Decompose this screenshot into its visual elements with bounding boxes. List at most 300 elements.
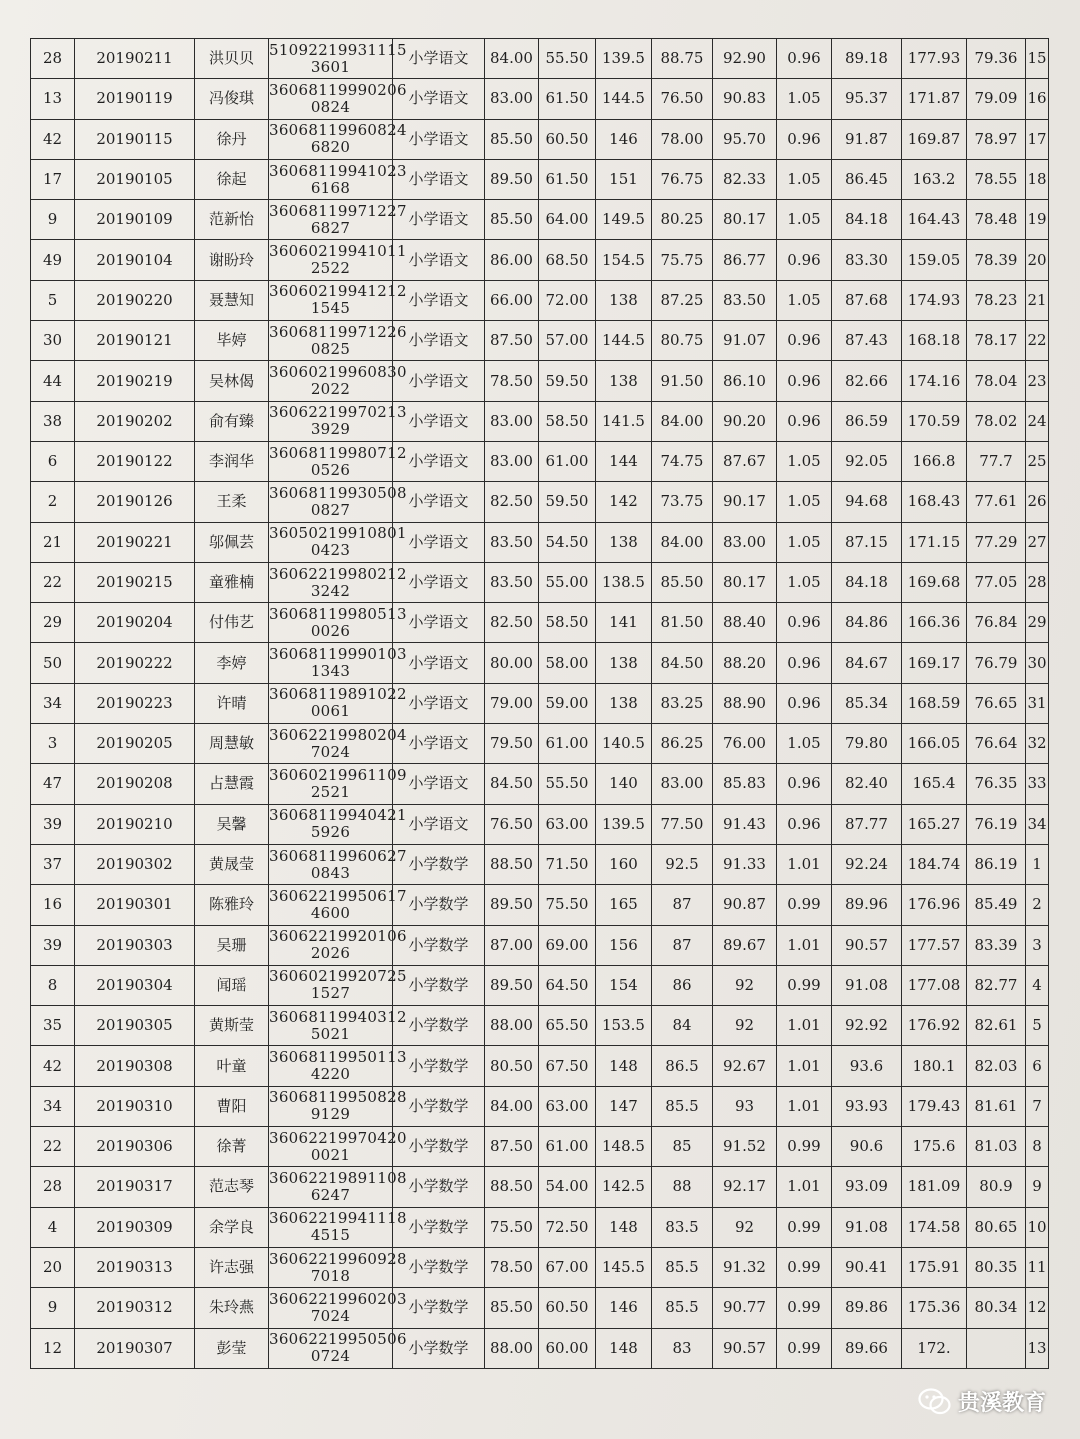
cell-coefficient: 0.96 xyxy=(777,764,832,804)
id-number-part-2: 4220 xyxy=(310,1065,351,1084)
id-number-part-2: 4515 xyxy=(310,1226,351,1245)
cell-coefficient: 1.05 xyxy=(777,562,832,602)
cell-rank: 22 xyxy=(1026,321,1049,361)
cell-id-number xyxy=(269,159,407,199)
cell-exam-no: 20190121 xyxy=(75,321,195,361)
cell-name: 童雅楠 xyxy=(195,562,269,602)
cell-written-score-2: 59.00 xyxy=(539,683,596,723)
cell-written-converted: 74.75 xyxy=(652,441,713,481)
cell-interview-score: 93 xyxy=(713,1086,777,1126)
cell-written-score-1: 89.50 xyxy=(485,159,539,199)
table-row xyxy=(31,603,1049,643)
id-number-part-1: 51092219931115 xyxy=(269,40,407,59)
cell-final-score: 78.97 xyxy=(967,119,1026,159)
table-row xyxy=(31,643,1049,683)
cell-adjusted-interview: 87.43 xyxy=(832,321,902,361)
cell-exam-no: 20190312 xyxy=(75,1288,195,1328)
cell-adjusted-interview: 89.66 xyxy=(832,1328,902,1368)
cell-written-converted: 87 xyxy=(652,925,713,965)
cell-adjusted-interview: 87.15 xyxy=(832,522,902,562)
table-row xyxy=(31,79,1049,119)
cell-written-converted: 83.00 xyxy=(652,764,713,804)
cell-written-total: 146 xyxy=(596,119,652,159)
id-number-part-1: 36068119941023 xyxy=(269,161,407,180)
cell-written-total: 139.5 xyxy=(596,39,652,79)
cell-rank: 25 xyxy=(1026,441,1049,481)
cell-adjusted-interview: 83.30 xyxy=(832,240,902,280)
cell-seq: 4 xyxy=(31,1207,75,1247)
cell-exam-no: 20190219 xyxy=(75,361,195,401)
cell-seq: 49 xyxy=(31,240,75,280)
cell-exam-no: 20190204 xyxy=(75,603,195,643)
cell-rank: 30 xyxy=(1026,643,1049,683)
cell-interview-score: 82.33 xyxy=(713,159,777,199)
cell-adjusted-interview: 92.24 xyxy=(832,844,902,884)
id-number-part-2: 0827 xyxy=(310,500,351,519)
cell-written-score-2: 58.00 xyxy=(539,643,596,683)
cell-id-number xyxy=(269,1006,407,1046)
cell-adjusted-interview: 91.08 xyxy=(832,965,902,1005)
cell-exam-no: 20190222 xyxy=(75,643,195,683)
cell-written-converted: 81.50 xyxy=(652,603,713,643)
cell-exam-no: 20190205 xyxy=(75,724,195,764)
cell-subject: 小学语文 xyxy=(393,119,485,159)
table-row xyxy=(31,39,1049,79)
cell-id-number xyxy=(269,643,407,683)
cell-final-score xyxy=(967,1328,1026,1368)
id-number-part-1: 36068119950113 xyxy=(269,1048,407,1067)
cell-seq: 39 xyxy=(31,925,75,965)
cell-written-score-1: 85.50 xyxy=(485,200,539,240)
cell-written-total: 151 xyxy=(596,159,652,199)
cell-interview-score: 91.52 xyxy=(713,1127,777,1167)
cell-adjusted-interview: 82.66 xyxy=(832,361,902,401)
cell-written-score-1: 84.00 xyxy=(485,39,539,79)
cell-subject: 小学数学 xyxy=(393,1328,485,1368)
cell-rank: 23 xyxy=(1026,361,1049,401)
cell-coefficient: 0.96 xyxy=(777,643,832,683)
table-row xyxy=(31,562,1049,602)
cell-interview-score: 76.00 xyxy=(713,724,777,764)
cell-written-score-1: 66.00 xyxy=(485,280,539,320)
table-row xyxy=(31,1086,1049,1126)
cell-exam-no: 20190119 xyxy=(75,79,195,119)
id-number-part-2: 3929 xyxy=(310,420,351,439)
cell-coefficient: 0.96 xyxy=(777,119,832,159)
table-body xyxy=(31,39,1049,1369)
score-table xyxy=(30,38,1049,1369)
cell-final-score: 80.35 xyxy=(967,1247,1026,1287)
cell-rank: 9 xyxy=(1026,1167,1049,1207)
cell-rank: 7 xyxy=(1026,1086,1049,1126)
cell-interview-score: 92 xyxy=(713,1006,777,1046)
cell-subject: 小学语文 xyxy=(393,200,485,240)
cell-written-score-2: 64.00 xyxy=(539,200,596,240)
cell-name: 聂慧知 xyxy=(195,280,269,320)
cell-seq: 3 xyxy=(31,724,75,764)
cell-written-total: 160 xyxy=(596,844,652,884)
cell-written-total: 149.5 xyxy=(596,200,652,240)
cell-written-score-2: 58.50 xyxy=(539,603,596,643)
cell-interview-score: 87.67 xyxy=(713,441,777,481)
id-number-part-2: 6247 xyxy=(310,1185,351,1204)
cell-id-number xyxy=(269,240,407,280)
cell-exam-no: 20190220 xyxy=(75,280,195,320)
cell-exam-no: 20190223 xyxy=(75,683,195,723)
cell-rank: 32 xyxy=(1026,724,1049,764)
cell-rank: 5 xyxy=(1026,1006,1049,1046)
cell-rank: 16 xyxy=(1026,79,1049,119)
cell-interview-score: 92.90 xyxy=(713,39,777,79)
cell-exam-no: 20190302 xyxy=(75,844,195,884)
cell-subject: 小学数学 xyxy=(393,885,485,925)
id-number-part-2: 7024 xyxy=(310,742,351,761)
cell-seq: 39 xyxy=(31,804,75,844)
cell-seq: 5 xyxy=(31,280,75,320)
cell-seq: 2 xyxy=(31,482,75,522)
cell-final-score: 77.05 xyxy=(967,562,1026,602)
cell-combined-sum: 174.93 xyxy=(902,280,967,320)
cell-subject: 小学语文 xyxy=(393,39,485,79)
cell-written-score-1: 75.50 xyxy=(485,1207,539,1247)
id-number-part-2: 2521 xyxy=(310,782,351,801)
table-row xyxy=(31,361,1049,401)
cell-rank: 24 xyxy=(1026,401,1049,441)
cell-adjusted-interview: 91.87 xyxy=(832,119,902,159)
cell-rank: 21 xyxy=(1026,280,1049,320)
cell-subject: 小学语文 xyxy=(393,804,485,844)
table-row xyxy=(31,925,1049,965)
cell-written-score-1: 82.50 xyxy=(485,482,539,522)
cell-interview-score: 92.67 xyxy=(713,1046,777,1086)
cell-written-score-1: 84.00 xyxy=(485,1086,539,1126)
cell-name: 朱玲燕 xyxy=(195,1288,269,1328)
cell-rank: 18 xyxy=(1026,159,1049,199)
cell-rank: 6 xyxy=(1026,1046,1049,1086)
cell-written-converted: 80.25 xyxy=(652,200,713,240)
cell-adjusted-interview: 90.41 xyxy=(832,1247,902,1287)
table-row xyxy=(31,1247,1049,1287)
cell-adjusted-interview: 90.57 xyxy=(832,925,902,965)
cell-interview-score: 86.77 xyxy=(713,240,777,280)
cell-coefficient: 0.99 xyxy=(777,1247,832,1287)
cell-seq: 9 xyxy=(31,200,75,240)
wechat-icon xyxy=(918,1387,952,1417)
cell-adjusted-interview: 87.68 xyxy=(832,280,902,320)
id-number-part-2: 0526 xyxy=(310,460,351,479)
cell-rank: 10 xyxy=(1026,1207,1049,1247)
cell-coefficient: 1.05 xyxy=(777,200,832,240)
cell-exam-no: 20190221 xyxy=(75,522,195,562)
cell-combined-sum: 174.16 xyxy=(902,361,967,401)
cell-exam-no: 20190126 xyxy=(75,482,195,522)
cell-written-score-1: 80.50 xyxy=(485,1046,539,1086)
cell-written-converted: 76.75 xyxy=(652,159,713,199)
table-row xyxy=(31,724,1049,764)
cell-written-total: 138 xyxy=(596,280,652,320)
id-number-part-1: 36062219891108 xyxy=(269,1168,407,1187)
cell-seq: 38 xyxy=(31,401,75,441)
id-number-part-1: 36068119971227 xyxy=(269,201,407,220)
cell-coefficient: 1.05 xyxy=(777,482,832,522)
cell-written-score-1: 76.50 xyxy=(485,804,539,844)
cell-name: 吴珊 xyxy=(195,925,269,965)
cell-written-converted: 76.50 xyxy=(652,79,713,119)
cell-written-score-1: 88.50 xyxy=(485,844,539,884)
id-number-part-2: 0825 xyxy=(310,339,351,358)
cell-written-converted: 85.50 xyxy=(652,562,713,602)
table-row xyxy=(31,1046,1049,1086)
cell-written-score-2: 60.00 xyxy=(539,1328,596,1368)
cell-subject: 小学语文 xyxy=(393,321,485,361)
cell-final-score: 80.9 xyxy=(967,1167,1026,1207)
cell-written-total: 154.5 xyxy=(596,240,652,280)
cell-subject: 小学语文 xyxy=(393,764,485,804)
cell-rank: 17 xyxy=(1026,119,1049,159)
cell-coefficient: 0.96 xyxy=(777,321,832,361)
id-number-part-1: 36068119971226 xyxy=(269,322,407,341)
cell-written-total: 138 xyxy=(596,643,652,683)
cell-name: 闻瑶 xyxy=(195,965,269,1005)
cell-interview-score: 90.77 xyxy=(713,1288,777,1328)
cell-name: 周慧敏 xyxy=(195,724,269,764)
cell-combined-sum: 174.58 xyxy=(902,1207,967,1247)
cell-adjusted-interview: 91.08 xyxy=(832,1207,902,1247)
id-number-part-2: 0824 xyxy=(310,97,351,116)
cell-written-score-2: 57.00 xyxy=(539,321,596,361)
cell-exam-no: 20190122 xyxy=(75,441,195,481)
cell-exam-no: 20190308 xyxy=(75,1046,195,1086)
table-row xyxy=(31,240,1049,280)
cell-exam-no: 20190104 xyxy=(75,240,195,280)
cell-exam-no: 20190305 xyxy=(75,1006,195,1046)
cell-combined-sum: 177.08 xyxy=(902,965,967,1005)
cell-written-total: 141 xyxy=(596,603,652,643)
cell-written-total: 148 xyxy=(596,1328,652,1368)
cell-id-number xyxy=(269,1207,407,1247)
table-row xyxy=(31,844,1049,884)
cell-final-score: 77.7 xyxy=(967,441,1026,481)
table-row xyxy=(31,119,1049,159)
cell-adjusted-interview: 79.80 xyxy=(832,724,902,764)
cell-exam-no: 20190317 xyxy=(75,1167,195,1207)
cell-final-score: 77.61 xyxy=(967,482,1026,522)
id-number-part-2: 3601 xyxy=(310,57,351,76)
cell-subject: 小学语文 xyxy=(393,603,485,643)
cell-written-total: 141.5 xyxy=(596,401,652,441)
cell-written-total: 148.5 xyxy=(596,1127,652,1167)
cell-final-score: 78.02 xyxy=(967,401,1026,441)
cell-combined-sum: 165.4 xyxy=(902,764,967,804)
cell-written-converted: 84.00 xyxy=(652,401,713,441)
cell-subject: 小学语文 xyxy=(393,482,485,522)
cell-written-total: 154 xyxy=(596,965,652,1005)
cell-combined-sum: 164.43 xyxy=(902,200,967,240)
cell-coefficient: 1.05 xyxy=(777,159,832,199)
cell-subject: 小学数学 xyxy=(393,1006,485,1046)
table-row xyxy=(31,764,1049,804)
cell-interview-score: 88.20 xyxy=(713,643,777,683)
cell-combined-sum: 177.57 xyxy=(902,925,967,965)
cell-written-score-2: 67.50 xyxy=(539,1046,596,1086)
cell-id-number xyxy=(269,401,407,441)
cell-name: 许晴 xyxy=(195,683,269,723)
cell-adjusted-interview: 89.18 xyxy=(832,39,902,79)
id-number-part-1: 36068119980712 xyxy=(269,443,407,462)
cell-interview-score: 91.32 xyxy=(713,1247,777,1287)
cell-final-score: 76.65 xyxy=(967,683,1026,723)
cell-written-score-2: 67.00 xyxy=(539,1247,596,1287)
cell-name: 吴馨 xyxy=(195,804,269,844)
cell-written-converted: 92.5 xyxy=(652,844,713,884)
id-number-part-1: 36068119980513 xyxy=(269,604,407,623)
cell-written-converted: 91.50 xyxy=(652,361,713,401)
cell-written-score-2: 63.00 xyxy=(539,1086,596,1126)
cell-written-score-2: 58.50 xyxy=(539,401,596,441)
cell-seq: 42 xyxy=(31,119,75,159)
cell-coefficient: 1.05 xyxy=(777,724,832,764)
id-number-part-2: 0423 xyxy=(310,541,351,560)
cell-written-score-2: 65.50 xyxy=(539,1006,596,1046)
cell-exam-no: 20190306 xyxy=(75,1127,195,1167)
cell-written-score-1: 87.50 xyxy=(485,321,539,361)
cell-rank: 26 xyxy=(1026,482,1049,522)
cell-id-number xyxy=(269,1127,407,1167)
cell-adjusted-interview: 93.93 xyxy=(832,1086,902,1126)
cell-exam-no: 20190211 xyxy=(75,39,195,79)
cell-written-converted: 86.5 xyxy=(652,1046,713,1086)
cell-written-score-1: 84.50 xyxy=(485,764,539,804)
cell-written-score-1: 79.00 xyxy=(485,683,539,723)
cell-subject: 小学语文 xyxy=(393,401,485,441)
cell-adjusted-interview: 84.18 xyxy=(832,562,902,602)
table-row xyxy=(31,280,1049,320)
cell-written-converted: 88 xyxy=(652,1167,713,1207)
cell-name: 李婷 xyxy=(195,643,269,683)
cell-written-score-1: 78.50 xyxy=(485,1247,539,1287)
cell-seq: 47 xyxy=(31,764,75,804)
cell-adjusted-interview: 93.09 xyxy=(832,1167,902,1207)
cell-coefficient: 1.05 xyxy=(777,280,832,320)
cell-seq: 13 xyxy=(31,79,75,119)
cell-seq: 29 xyxy=(31,603,75,643)
cell-id-number xyxy=(269,562,407,602)
cell-coefficient: 1.01 xyxy=(777,844,832,884)
cell-interview-score: 80.17 xyxy=(713,562,777,602)
cell-coefficient: 0.96 xyxy=(777,804,832,844)
cell-subject: 小学数学 xyxy=(393,844,485,884)
cell-exam-no: 20190303 xyxy=(75,925,195,965)
cell-rank: 34 xyxy=(1026,804,1049,844)
cell-interview-score: 80.17 xyxy=(713,200,777,240)
cell-interview-score: 92 xyxy=(713,1207,777,1247)
cell-written-total: 142.5 xyxy=(596,1167,652,1207)
id-number-part-2: 6827 xyxy=(310,218,351,237)
cell-coefficient: 1.01 xyxy=(777,1046,832,1086)
cell-name: 吴林偈 xyxy=(195,361,269,401)
cell-interview-score: 89.67 xyxy=(713,925,777,965)
cell-interview-score: 92 xyxy=(713,965,777,1005)
cell-id-number xyxy=(269,764,407,804)
id-number-part-2: 0843 xyxy=(310,863,351,882)
cell-combined-sum: 181.09 xyxy=(902,1167,967,1207)
cell-written-score-1: 83.00 xyxy=(485,79,539,119)
cell-combined-sum: 175.6 xyxy=(902,1127,967,1167)
id-number-part-1: 36062219980204 xyxy=(269,725,407,744)
cell-subject: 小学数学 xyxy=(393,1127,485,1167)
cell-name: 毕婷 xyxy=(195,321,269,361)
cell-combined-sum: 169.17 xyxy=(902,643,967,683)
cell-exam-no: 20190304 xyxy=(75,965,195,1005)
id-number-part-2: 6168 xyxy=(310,178,351,197)
cell-written-total: 138 xyxy=(596,683,652,723)
cell-subject: 小学数学 xyxy=(393,965,485,1005)
cell-id-number xyxy=(269,361,407,401)
cell-written-converted: 84.50 xyxy=(652,643,713,683)
cell-combined-sum: 179.43 xyxy=(902,1086,967,1126)
cell-adjusted-interview: 95.37 xyxy=(832,79,902,119)
cell-written-total: 144 xyxy=(596,441,652,481)
cell-interview-score: 83.00 xyxy=(713,522,777,562)
cell-interview-score: 91.43 xyxy=(713,804,777,844)
cell-subject: 小学数学 xyxy=(393,1046,485,1086)
cell-final-score: 77.29 xyxy=(967,522,1026,562)
id-number-part-2: 7018 xyxy=(310,1266,351,1285)
cell-id-number xyxy=(269,683,407,723)
cell-name: 叶童 xyxy=(195,1046,269,1086)
cell-final-score: 79.36 xyxy=(967,39,1026,79)
id-number-part-1: 36068119940421 xyxy=(269,806,407,825)
cell-written-converted: 85.5 xyxy=(652,1288,713,1328)
cell-combined-sum: 166.8 xyxy=(902,441,967,481)
id-number-part-2: 1343 xyxy=(310,662,351,681)
cell-written-score-2: 64.50 xyxy=(539,965,596,1005)
cell-combined-sum: 169.68 xyxy=(902,562,967,602)
id-number-part-1: 36060219961109 xyxy=(269,765,407,784)
cell-written-converted: 87.25 xyxy=(652,280,713,320)
cell-final-score: 86.19 xyxy=(967,844,1026,884)
cell-seq: 20 xyxy=(31,1247,75,1287)
cell-final-score: 76.35 xyxy=(967,764,1026,804)
table-row xyxy=(31,401,1049,441)
cell-exam-no: 20190310 xyxy=(75,1086,195,1126)
cell-final-score: 76.19 xyxy=(967,804,1026,844)
cell-subject: 小学数学 xyxy=(393,1247,485,1287)
cell-subject: 小学语文 xyxy=(393,683,485,723)
cell-id-number xyxy=(269,925,407,965)
table-row xyxy=(31,1207,1049,1247)
cell-id-number xyxy=(269,1247,407,1287)
cell-final-score: 80.65 xyxy=(967,1207,1026,1247)
cell-written-total: 138 xyxy=(596,522,652,562)
cell-interview-score: 90.83 xyxy=(713,79,777,119)
cell-coefficient: 0.96 xyxy=(777,401,832,441)
id-number-part-2: 5926 xyxy=(310,823,351,842)
cell-written-score-2: 60.50 xyxy=(539,1288,596,1328)
cell-interview-score: 95.70 xyxy=(713,119,777,159)
id-number-part-1: 36068119891022 xyxy=(269,685,407,704)
cell-subject: 小学语文 xyxy=(393,361,485,401)
cell-name: 许志强 xyxy=(195,1247,269,1287)
cell-written-score-1: 83.50 xyxy=(485,562,539,602)
cell-final-score: 78.55 xyxy=(967,159,1026,199)
cell-written-total: 156 xyxy=(596,925,652,965)
cell-name: 洪贝贝 xyxy=(195,39,269,79)
cell-id-number xyxy=(269,1046,407,1086)
cell-written-score-1: 87.00 xyxy=(485,925,539,965)
id-number-part-1: 36062219920106 xyxy=(269,927,407,946)
cell-adjusted-interview: 84.86 xyxy=(832,603,902,643)
